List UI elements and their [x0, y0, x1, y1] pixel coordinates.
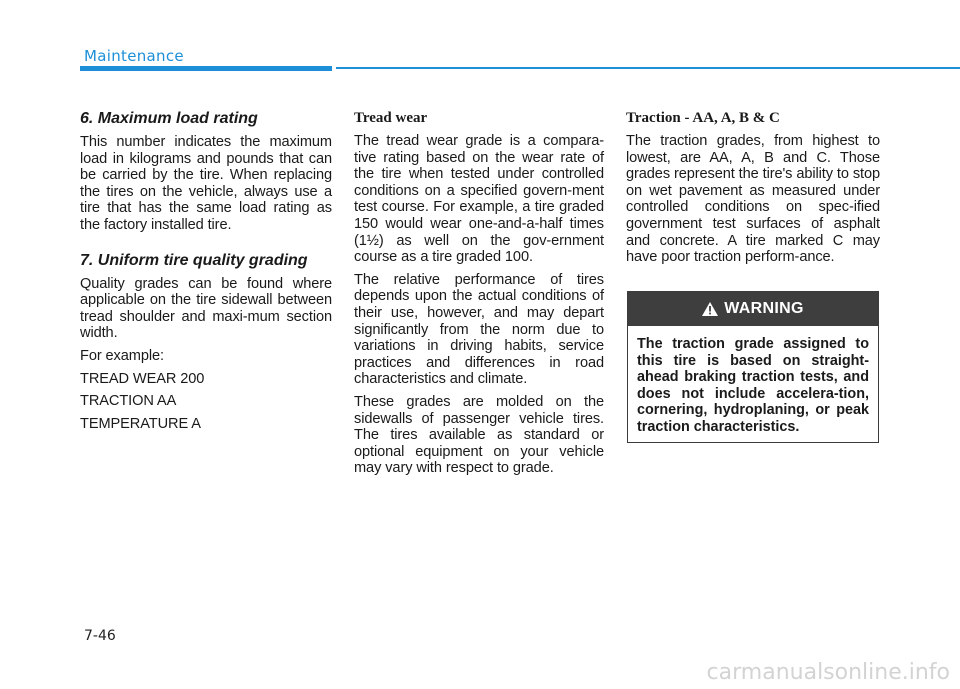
warning-box — [627, 291, 879, 443]
header-rule-thick — [80, 66, 332, 71]
warning-header — [628, 292, 878, 326]
paragraph-tread-wear-1: The tread wear grade is a compara-tive rating based on the wear rate of the tire when tested under controlled conditions on a specified govern-ment test course. For example, a tire graded 150 would wear one-and-a-half times (1½) as well on the gov-ernment course as a tire graded 100. — [354, 133, 604, 266]
watermark: carmanualsonline.info — [706, 660, 950, 685]
paragraph-tread-wear-2: The relative performance of tires depends upon the actual conditions of their use, however, and may depart significantly from the norm due to variations in driving habits, service practices and differences in road characteristics and climate. — [354, 271, 604, 388]
section-title: Maintenance — [84, 47, 184, 65]
heading-utqg: 7. Uniform tire quality grading — [80, 251, 308, 269]
warning-text: The traction grade assigned to this tire is based on straight-ahead braking traction tests, and does not include accelera-tion, cornering, hydroplaning, or peak traction characteristics. — [637, 336, 869, 435]
column-2 — [354, 110, 604, 483]
example-traction: TRACTION AA — [80, 393, 177, 410]
paragraph-example: For example: — [80, 347, 164, 364]
column-3 — [626, 110, 880, 272]
column-1 — [80, 110, 332, 438]
example-treadwear: TREAD WEAR 200 — [80, 370, 205, 387]
warning-triangle-icon — [702, 302, 718, 316]
paragraph-max-load: This number indicates the maximum load in kilograms and pounds that can be carried by the tire. When replacing the tires on the vehicle, always use a tire that has the same load rating as the factory installed tire. — [80, 134, 332, 233]
heading-max-load: 6. Maximum load rating — [80, 110, 258, 127]
paragraph-tread-wear-3: These grades are molded on the sidewalls of passenger vehicle tires. The tires available as standard or optional equipment on your vehicle may vary with respect to grade. — [354, 393, 604, 477]
page-number: 7-46 — [84, 628, 116, 644]
paragraph-utqg: Quality grades can be found where applicable on the tire sidewall between tread shoulder and maxi-mum section width. — [80, 275, 332, 342]
example-temperature: TEMPERATURE A — [80, 415, 201, 432]
heading-tread-wear: Tread wear — [354, 110, 428, 126]
header-rule-thin — [336, 67, 960, 69]
paragraph-traction: The traction grades, from highest to lowest, are AA, A, B and C. Those grades represent the tire's ability to stop on wet pavement as measured under controlled conditions on spec-ified government test surfaces of asphalt and concrete. A tire marked C may have poor traction perform-ance. — [626, 133, 881, 266]
warning-title: WARNING — [724, 300, 804, 317]
heading-traction: Traction - AA, A, B & C — [626, 110, 780, 126]
